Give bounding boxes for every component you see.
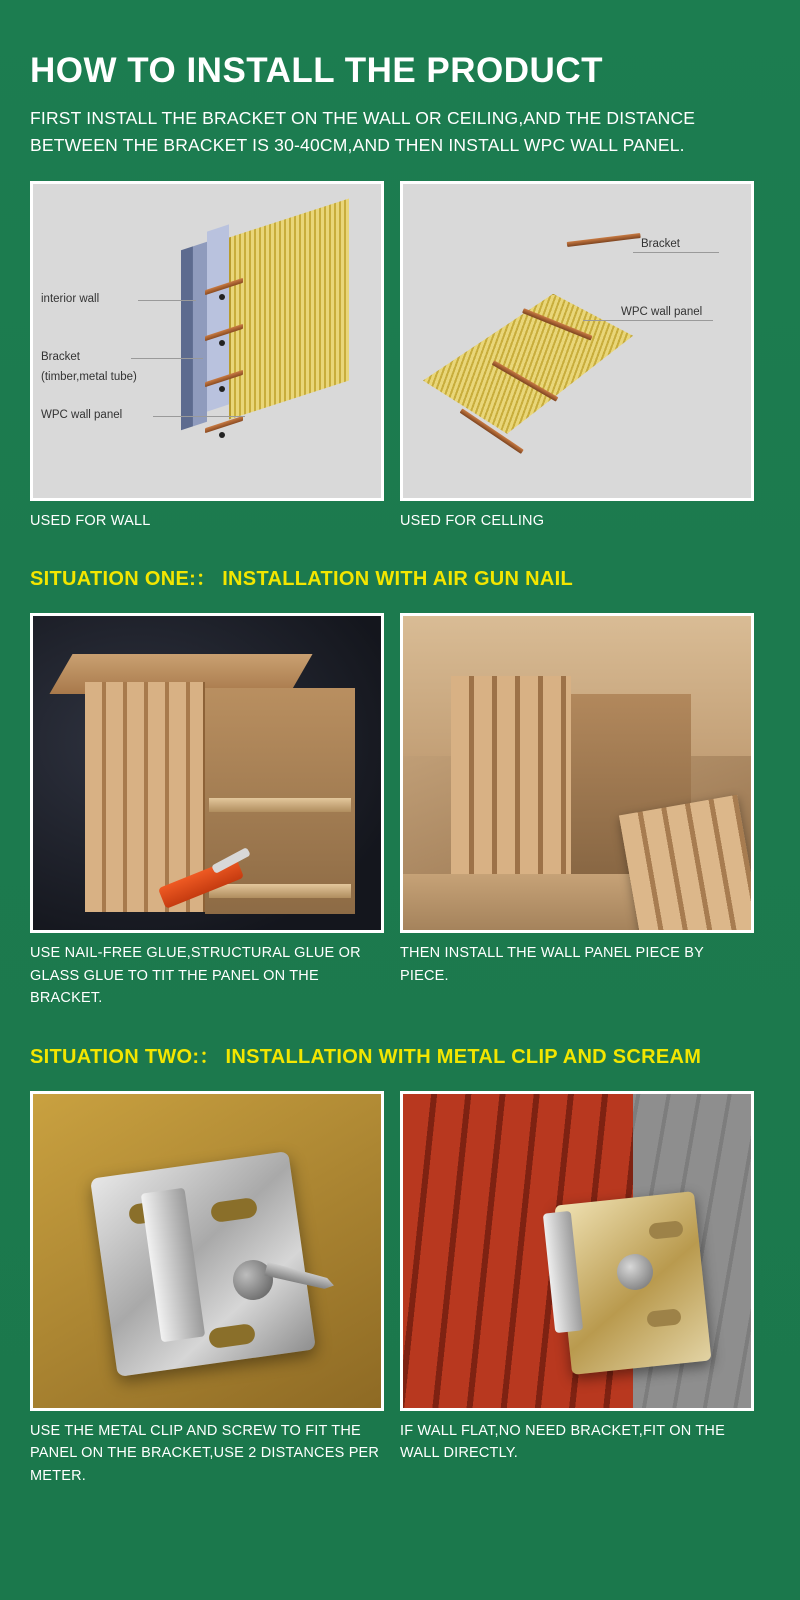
wpc-panel-group	[229, 198, 349, 419]
diagram-wall-image	[30, 181, 384, 501]
fixing-dot	[219, 294, 225, 300]
fixing-dot	[219, 432, 225, 438]
bracket-bar	[205, 416, 243, 433]
situation-two-photo-1-cell	[30, 1091, 384, 1487]
wall-body	[181, 242, 207, 430]
situation-one-heading: SITUATION ONE:： INSTALLATION WITH AIR GUN NAIL	[30, 568, 574, 591]
diagram-ceiling-image	[400, 181, 754, 501]
situation-one-photo-2-cell	[400, 613, 754, 1009]
situation-two-photo-1-caption: USE THE METAL CLIP AND SCREW TO FIT THE PANEL ON THE BRACKET,USE 2 DISTANCES PER METER.	[30, 1422, 380, 1484]
situation-two-photo-2-cell	[400, 1091, 754, 1487]
label-wpc-wall-panel: WPC wall panel	[41, 408, 123, 421]
diagram-ceiling-caption: USED FOR CELLING	[400, 512, 545, 529]
leader-line	[153, 416, 245, 417]
situation-one-photo-2-caption: THEN INSTALL THE WALL PANEL PIECE BY PIECE.	[400, 945, 704, 984]
label-wpc-wall-panel: WPC wall panel	[621, 305, 703, 318]
fixing-dot	[219, 386, 225, 392]
photo-clip-on-panel	[400, 1091, 754, 1411]
metal-clip-plate	[90, 1151, 316, 1377]
diagram-wall-cell	[30, 181, 384, 532]
label-interior-wall: interior wall	[41, 292, 100, 305]
photo-glue-application	[30, 613, 384, 933]
diagram-row	[30, 181, 770, 532]
page-title: HOW TO INSTALL THE PRODUCT	[30, 51, 603, 90]
label-bracket-sub: (timber,metal tube)	[41, 370, 137, 383]
diagram-wall-caption: USED FOR WALL	[30, 512, 151, 529]
situation-one-photo-1-cell	[30, 613, 384, 1009]
situation-two-row	[30, 1091, 770, 1487]
loose-panel	[619, 795, 754, 933]
cabinet-shelf	[209, 798, 351, 812]
situation-one-row	[30, 613, 770, 1009]
label-bracket: Bracket	[41, 350, 80, 363]
photo-metal-clip-screw	[30, 1091, 384, 1411]
bracket-bar	[567, 233, 641, 247]
cabinet-shelf	[209, 884, 351, 898]
situation-two-heading: SITUATION TWO:： INSTALLATION WITH METAL CLIP AND SCREAM	[30, 1045, 702, 1068]
label-bracket: Bracket	[641, 237, 680, 250]
leader-line	[131, 358, 203, 359]
photo-panel-by-panel	[400, 613, 754, 933]
leader-line	[138, 300, 196, 301]
diagram-ceiling-cell	[400, 181, 754, 532]
leader-line	[583, 320, 713, 321]
leader-line	[633, 252, 719, 253]
intro-paragraph: FIRST INSTALL THE BRACKET ON THE WALL OR CEILING,AND THE DISTANCE BETWEEN THE BRACKET IS 30-40CM,AND THEN INSTALL WPC WALL PANEL.	[30, 107, 696, 155]
fixing-dot	[219, 340, 225, 346]
situation-one-photo-1-caption: USE NAIL-FREE GLUE,STRUCTURAL GLUE OR GLASS GLUE TO TIT THE PANEL ON THE BRACKET.	[30, 945, 361, 1007]
situation-two-photo-2-caption: IF WALL FLAT,NO NEED BRACKET,FIT ON THE WALL DIRECTLY.	[400, 1422, 725, 1462]
